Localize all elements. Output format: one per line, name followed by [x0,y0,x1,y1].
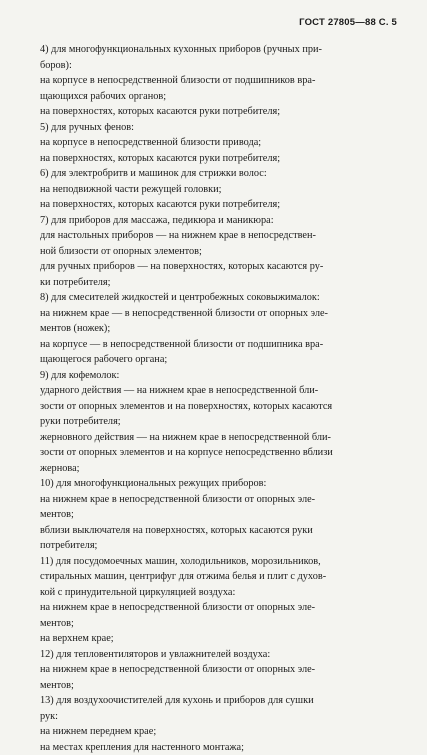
text-line: кой с принудительной циркуляцией воздуха: [40,585,395,601]
text-line: стиральных машин, центрифуг для отжима белья и плит с духов- [40,569,395,585]
text-line: ной близости от опорных элементов; [40,244,395,260]
text-line: зости от опорных элементов и на корпусе непосредственно вблизи [40,445,395,461]
text-line: 8) для смесителей жидкостей и центробежных соковыжималок: [40,290,395,306]
text-line: ментов (ножек); [40,321,395,337]
text-line: 10) для многофункциональных режущих приборов: [40,476,395,492]
text-line: 13) для воздухоочистителей для кухонь и приборов для сушки [40,693,395,709]
text-line: 5) для ручных фенов: [40,120,395,136]
text-line: ки потребителя; [40,275,395,291]
text-line: жернова; [40,461,395,477]
text-line: вблизи выключателя на поверхностях, которых касаются руки [40,523,395,539]
text-line: на нижнем крае в непосредственной близости от опорных эле- [40,662,395,678]
text-line: 6) для электробритв и машинок для стрижки волос: [40,166,395,182]
text-line: на поверхностях, которых касаются руки потребителя; [40,151,395,167]
text-line: ментов; [40,616,395,632]
text-line: щающихся рабочих органов; [40,89,395,105]
text-line: на поверхностях, которых касаются руки потребителя; [40,104,395,120]
text-line: на нижнем крае в непосредственной близости от опорных эле- [40,600,395,616]
text-line: боров): [40,58,395,74]
text-line: руки потребителя; [40,414,395,430]
text-line: на местах крепления для настенного монтажа; [40,740,395,755]
text-line: для ручных приборов — на поверхностях, которых касаются ру- [40,259,395,275]
text-line: 9) для кофемолок: [40,368,395,384]
text-line: потребителя; [40,538,395,554]
document-body [40,42,395,755]
text-line: зости от опорных элементов и на поверхностях, которых касаются [40,399,395,415]
text-line: на нижнем крае — в непосредственной близости от опорных эле- [40,306,395,322]
text-line: ударного действия — на нижнем крае в непосредственной бли- [40,383,395,399]
text-line: на верхнем крае; [40,631,395,647]
text-line: ментов; [40,678,395,694]
text-line: жерновного действия — на нижнем крае в непосредственной бли- [40,430,395,446]
text-line: рук: [40,709,395,725]
text-line: на корпусе в непосредственной близости от подшипников вра- [40,73,395,89]
text-line: на поверхностях, которых касаются руки потребителя; [40,197,395,213]
text-line: на нижнем крае в непосредственной близости от опорных эле- [40,492,395,508]
text-line: на нижнем переднем крае; [40,724,395,740]
text-line: 11) для посудомоечных машин, холодильников, морозильников, [40,554,395,570]
text-line: щающегося рабочего органа; [40,352,395,368]
text-line: для настольных приборов — на нижнем крае в непосредствен- [40,228,395,244]
text-line: на корпусе в непосредственной близости привода; [40,135,395,151]
text-line: 7) для приборов для массажа, педикюра и маникюра: [40,213,395,229]
text-line: 4) для многофункциональных кухонных приборов (ручных при- [40,42,395,58]
text-line: на корпусе — в непосредственной близости от подшипника вра- [40,337,395,353]
text-line: ментов; [40,507,395,523]
page-header: ГОСТ 27805—88 С. 5 [299,17,397,28]
text-line: на неподвижной части режущей головки; [40,182,395,198]
text-line: 12) для тепловентиляторов и увлажнителей воздуха: [40,647,395,663]
